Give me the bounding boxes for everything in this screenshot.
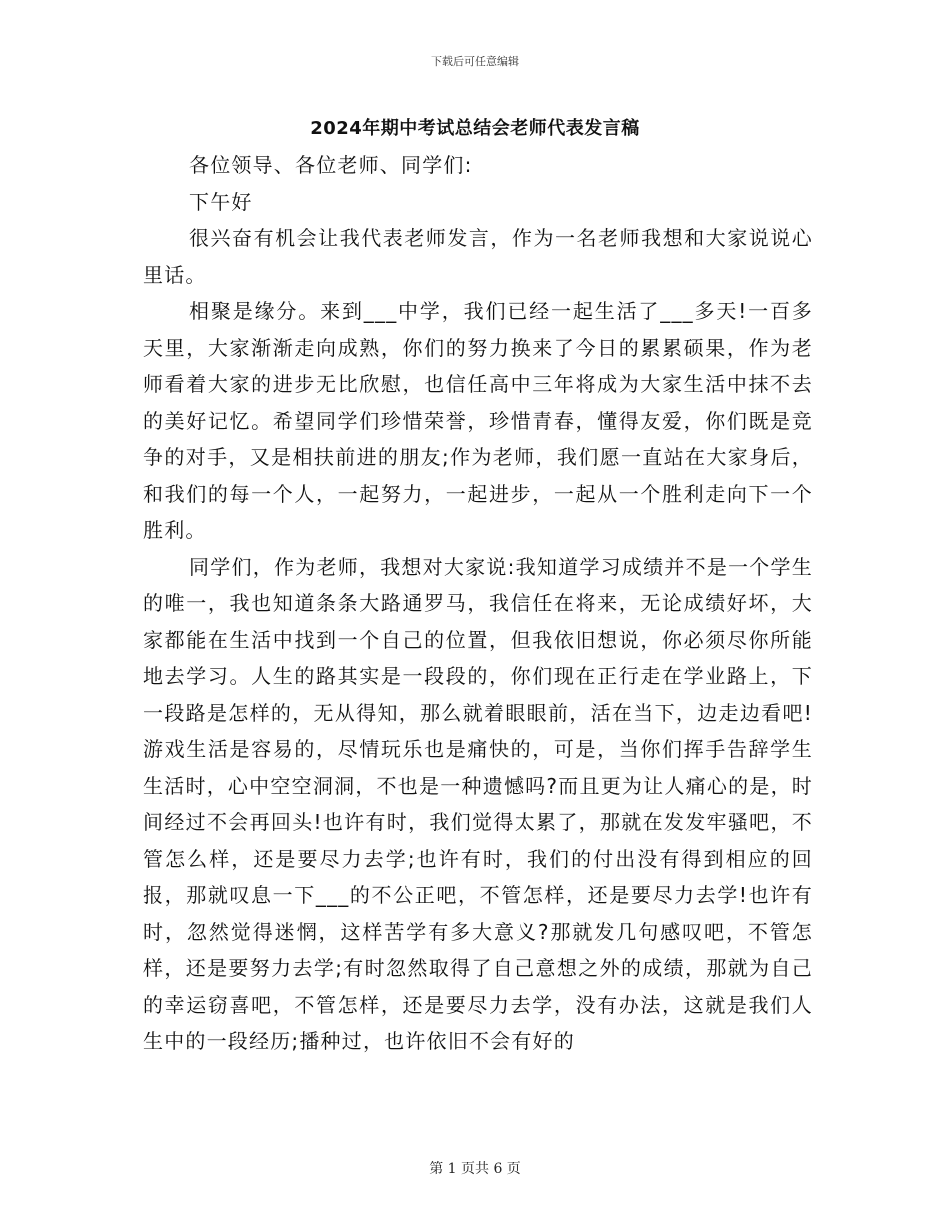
paragraph-reunion: 相聚是缘分。来到___中学，我们已经一起生活了___多天!一百多天里，大家渐渐走向成熟，你们的努力换来了今日的累累硕果，作为老师看着大家的进步无比欣慰，也信任高中三年将成为大家生活中抹不去的美好记忆。希望同学们珍惜荣誉，珍惜青春，懂得友爱，你们既是竞争的对手，又是相扶前进的朋友;作为老师，我们愿一直站在大家身后，和我们的每一个人，一起努力，一起进步，一起从一个胜利走向下一个胜利。 xyxy=(143,299,813,542)
salutation: 各位领导、各位老师、同学们: xyxy=(189,153,473,177)
document-body xyxy=(143,147,813,1060)
paragraph-intro: 很兴奋有机会让我代表老师发言，作为一名老师我想和大家说说心里话。 xyxy=(143,226,813,287)
page-title: 2024年期中考试总结会老师代表发言稿 xyxy=(310,118,640,139)
paragraph-advice: 同学们，作为老师，我想对大家说:我知道学习成绩并不是一个学生的唯一，我也知道条条大路通罗马，我信任在将来，无论成绩好坏，大家都能在生活中找到一个自己的位置，但我依旧想说，你必须尽你所能地去学习。人生的路其实是一段段的，你们现在正行走在学业路上，下一段路是怎样的，无从得知，那么就着眼眼前，活在当下，边走边看吧!游戏生活是容易的，尽情玩乐也是痛快的，可是，当你们挥手告辞学生生活时，心中空空洞洞，不也是一种遗憾吗?而且更为让人痛心的是，时间经过不会再回头!也许有时，我们觉得太累了，那就在发发牢骚吧，不管怎么样，还是要尽力去学;也许有时，我们的付出没有得到相应的回报，那就叹息一下___的不公正吧，不管怎样，还是要尽力去学!也许有时，忽然觉得迷惘，这样苦学有多大意义?那就发几句感叹吧，不管怎样，还是要努力去学;有时忽然取得了自己意想之外的成绩，那就为自己的幸运窃喜吧，不管怎样，还是要尽力去学，没有办法，这就是我们人生中的一段经历;播种过，也许依旧不会有好的 xyxy=(143,554,813,1053)
greeting: 下午好 xyxy=(189,189,253,214)
page-number: 第 1 页共 6 页 xyxy=(429,1161,521,1177)
header-note: 下载后可任意编辑 xyxy=(431,55,519,68)
